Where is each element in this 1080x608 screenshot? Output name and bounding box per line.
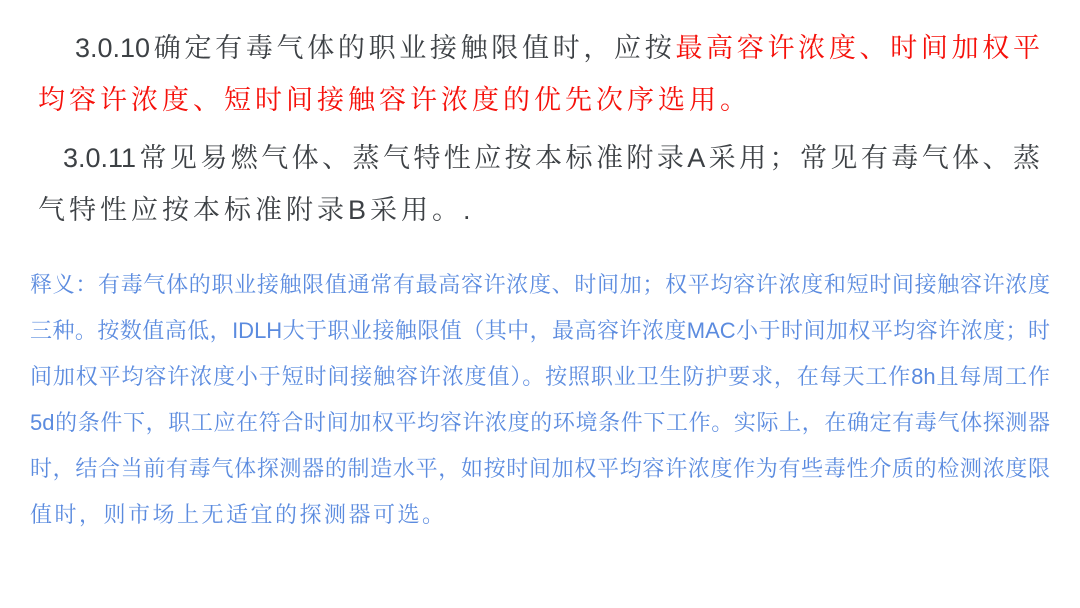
interpretation-line-5: 时，结合当前有毒气体探测器的制造水平，如按时间加权平均容许浓度作为有些毒性介质的检测浓度限 (30, 456, 1050, 481)
clause-3011-line2: 气特性应按本标准附录B采用。. (38, 195, 475, 225)
clause-3010-number-and-text: 3.0.10确定有毒气体的职业接触限值时，应按 (75, 33, 676, 63)
interpretation-line-1: 释义：有毒气体的职业接触限值通常有最高容许浓度、时间加；权平均容许浓度和短时间接触容许浓度 (30, 272, 1050, 297)
clause-3010-line2 (38, 74, 1040, 126)
clause-3010-highlight-start: 最高容许浓度、时间加权平 (675, 33, 1040, 63)
clause-3010-line1 (38, 22, 1040, 74)
interpretation-line-4: 5d的条件下，职工应在符合时间加权平均容许浓度的环境条件下工作。实际上，在确定有毒气体探测器 (30, 410, 1050, 435)
interpretation-line-3: 间加权平均容许浓度小于短时间接触容许浓度值）。按照职业卫生防护要求，在每天工作8h且每周工作 (30, 364, 1050, 389)
clauses-section (0, 0, 1080, 236)
clause-3010-highlight-end: 均容许浓度、短时间接触容许浓度的优先次序选用。 (38, 85, 751, 115)
interpretation-section (0, 262, 1080, 538)
interpretation-line-6: 值时，则市场上无适宜的探测器可选。 (30, 502, 447, 527)
clause-3011-line1: 3.0.11常见易燃气体、蒸气特性应按本标准附录A采用；常见有毒气体、蒸 (63, 143, 1040, 173)
interpretation-line-2: 三种。按数值高低，IDLH大于职业接触限值（其中，最高容许浓度MAC小于时间加权平均容许浓度；时 (30, 318, 1050, 343)
